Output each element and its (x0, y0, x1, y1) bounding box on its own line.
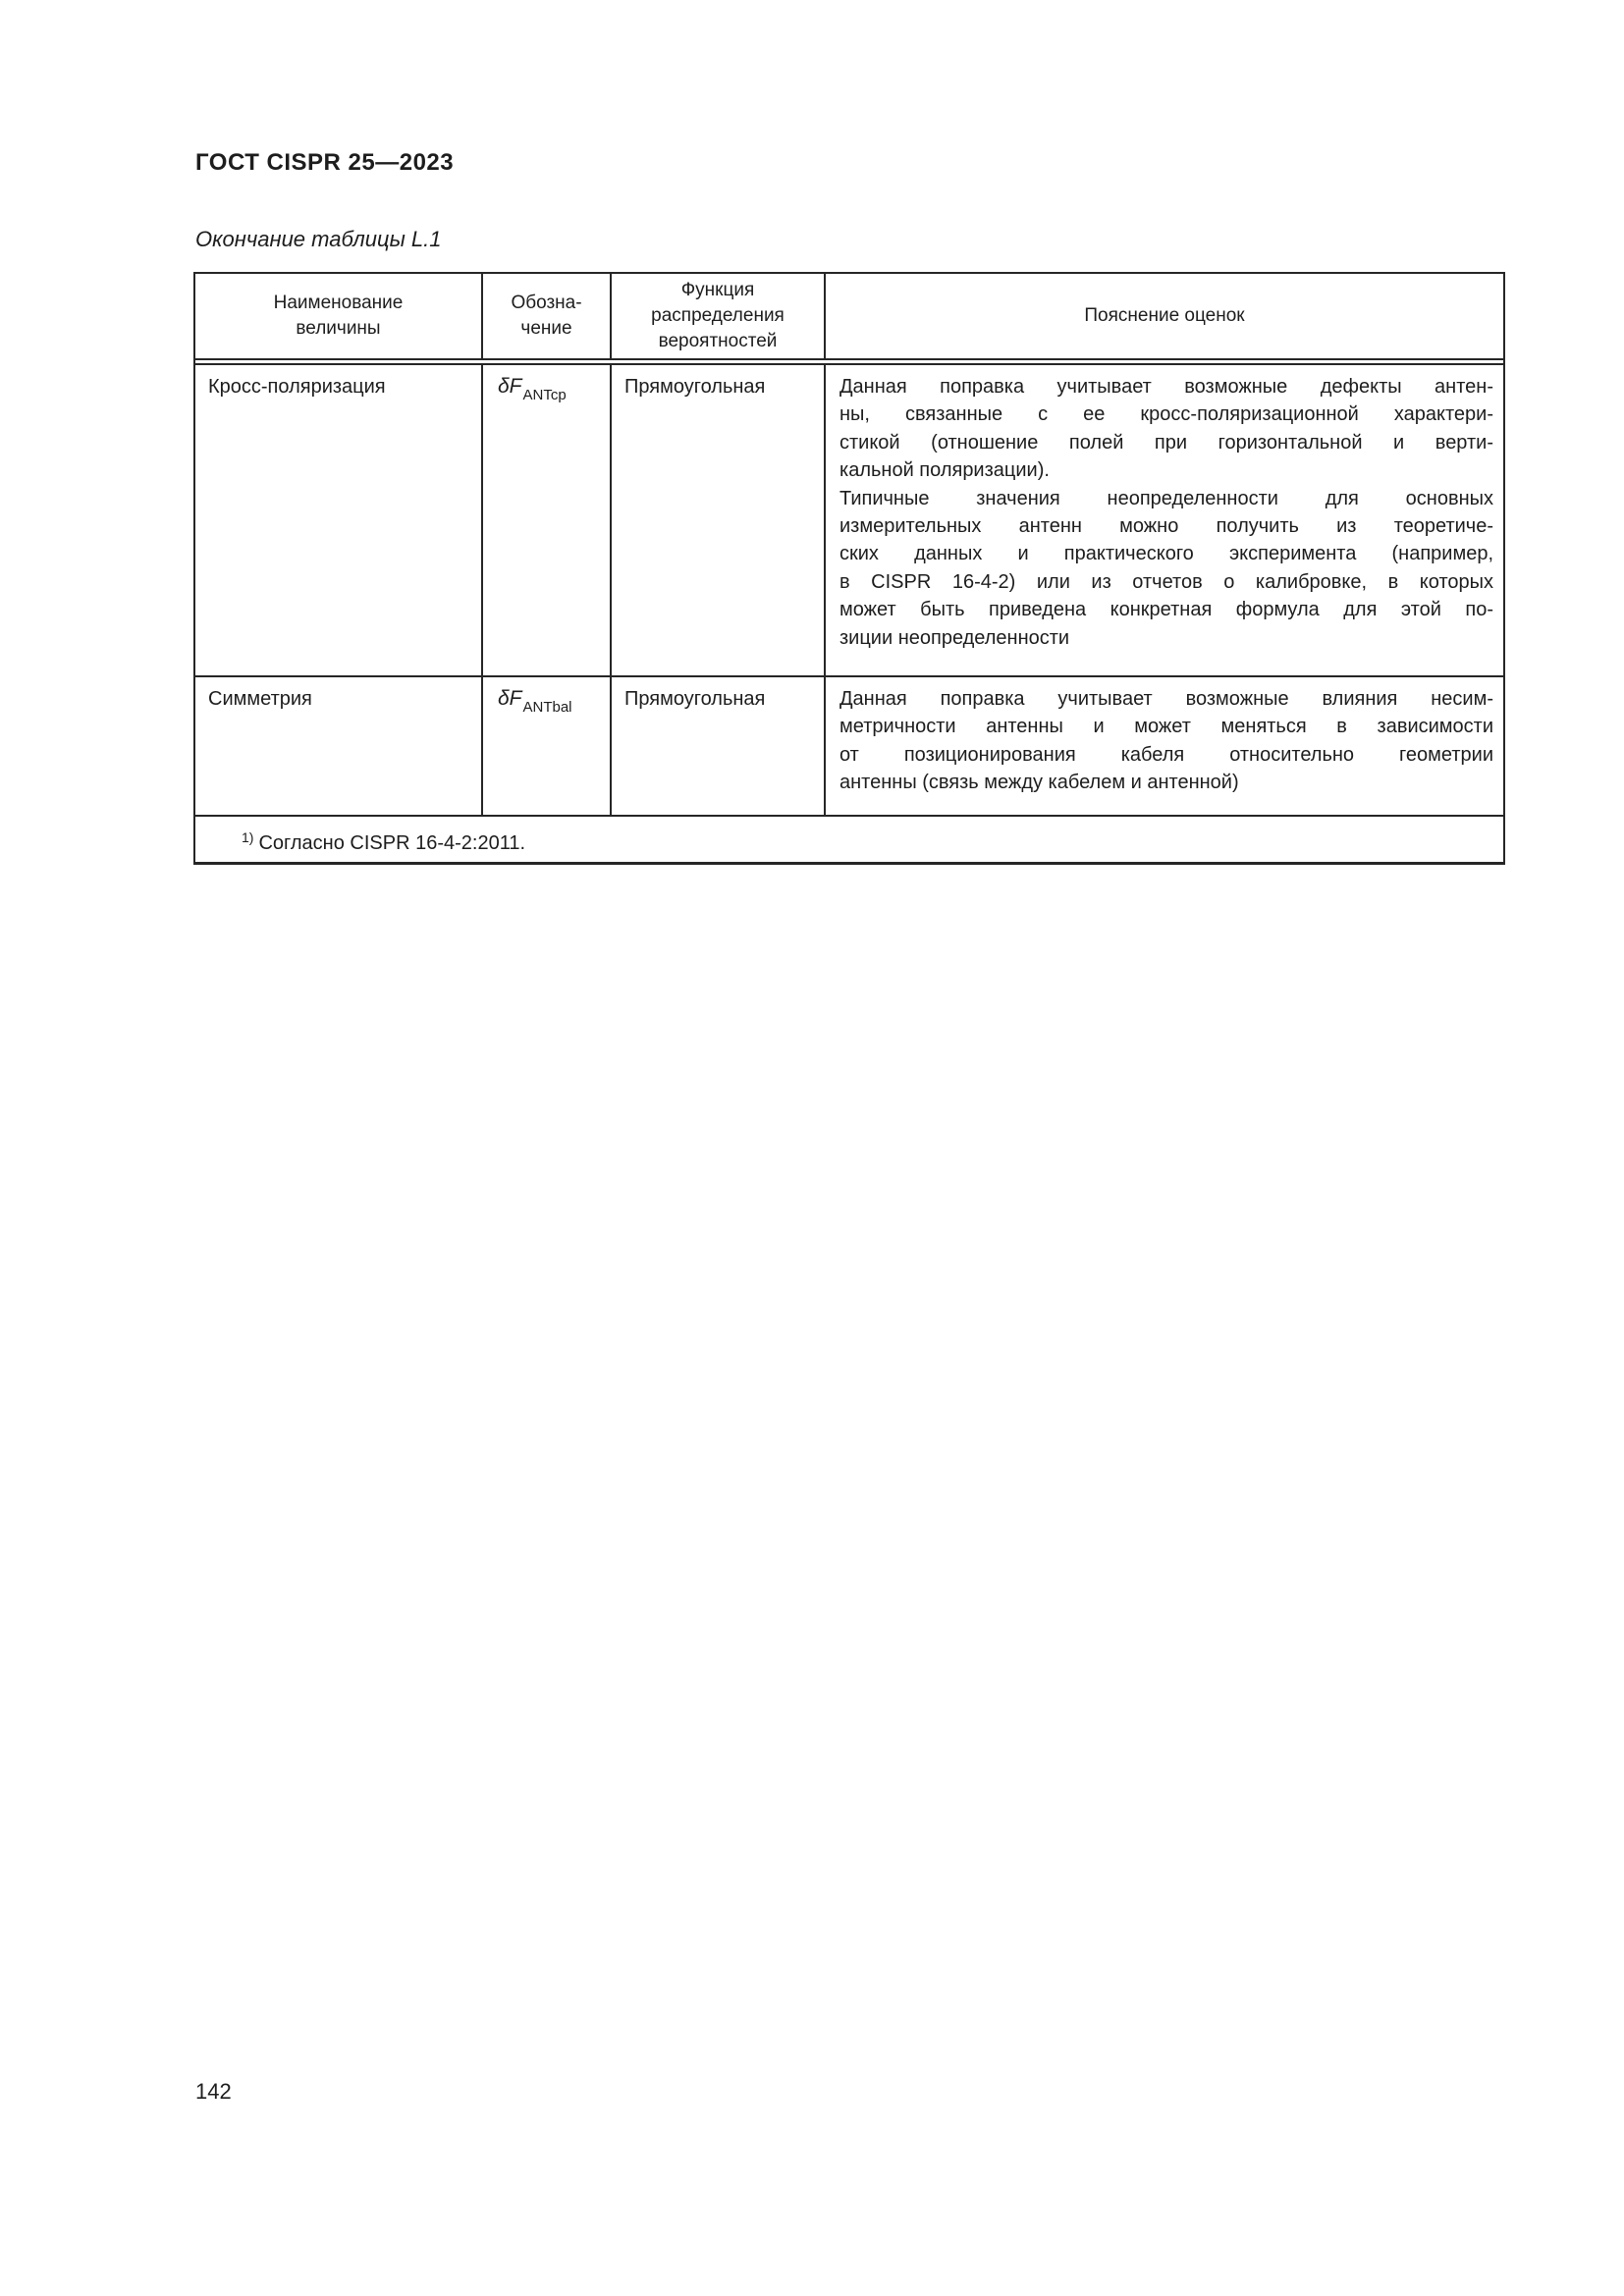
cell-symbol (483, 365, 612, 675)
explanation-line: антенны (связь между кабелем и антенной) (839, 772, 1239, 794)
header-line: чение (520, 318, 572, 339)
explanation-line: метричности антенны и может меняться в зависимости (839, 716, 1493, 738)
table-header-row (195, 274, 1503, 358)
explanation-line: в CISPR 16-4-2) или из отчетов о калибровке, в которых (839, 570, 1493, 593)
header-cell-quantity-name (195, 274, 483, 358)
table-row-cross-polarization (195, 365, 1503, 677)
explanation-line: стикой (отношение полей при горизонтальной и верти- (839, 431, 1493, 454)
header-line: вероятностей (658, 331, 778, 351)
uncertainty-table (193, 272, 1505, 865)
cell-distribution: Прямоугольная (612, 677, 826, 815)
cell-explanation (826, 365, 1503, 675)
explanation-line: Данная поправка учитывает возможные дефекты антен- (839, 376, 1493, 398)
footnote-text: Согласно CISPR 16-4-2:2011. (258, 832, 526, 854)
table-footnote-row (195, 817, 1503, 862)
header-line: Пояснение оценок (1084, 305, 1245, 326)
page-number: 142 (195, 2079, 232, 2104)
footnote-marker: 1) (242, 829, 254, 845)
header-cell-symbol (483, 274, 612, 358)
table-row-symmetry (195, 677, 1503, 817)
explanation-line: измерительных антенн можно получить из теоретиче- (839, 515, 1493, 538)
explanation-line: Данная поправка учитывает возможные влияния несим- (839, 688, 1493, 710)
explanation-line: от позиционирования кабеля относительно геометрии (839, 743, 1493, 766)
explanation-line: ны, связанные с ее кросс-поляризационной характери- (839, 403, 1493, 426)
cell-explanation (826, 677, 1503, 815)
explanation-line: кальной поляризации). (839, 459, 1050, 482)
doc-header-title: ГОСТ CISPR 25—2023 (195, 149, 455, 176)
table-caption: Окончание таблицы L.1 (195, 227, 442, 251)
header-line: Наименование (273, 293, 404, 313)
symbol-subscript: ANTcp (522, 387, 567, 403)
header-cell-explanation (826, 274, 1503, 358)
header-line: величины (296, 318, 381, 339)
cell-distribution: Прямоугольная (612, 365, 826, 675)
symbol-base: δF (498, 687, 522, 710)
header-line: Функция (680, 280, 755, 300)
explanation-line: зиции неопределенности (839, 626, 1070, 649)
explanation-line: Типичные значения неопределенности для основных (839, 487, 1493, 509)
explanation-line: ских данных и практического эксперимента (например, (839, 543, 1493, 565)
header-line: Обозна- (511, 293, 582, 313)
header-line: распределения (651, 305, 785, 326)
header-double-rule (195, 358, 1503, 365)
cell-symbol (483, 677, 612, 815)
cell-quantity-name: Кросс-поляризация (195, 365, 483, 675)
header-cell-distribution-function (612, 274, 826, 358)
symbol-base: δF (498, 375, 522, 398)
explanation-line: может быть приведена конкретная формула для этой по- (839, 599, 1493, 621)
cell-quantity-name: Симметрия (195, 677, 483, 815)
symbol-subscript: ANTbal (522, 699, 572, 716)
